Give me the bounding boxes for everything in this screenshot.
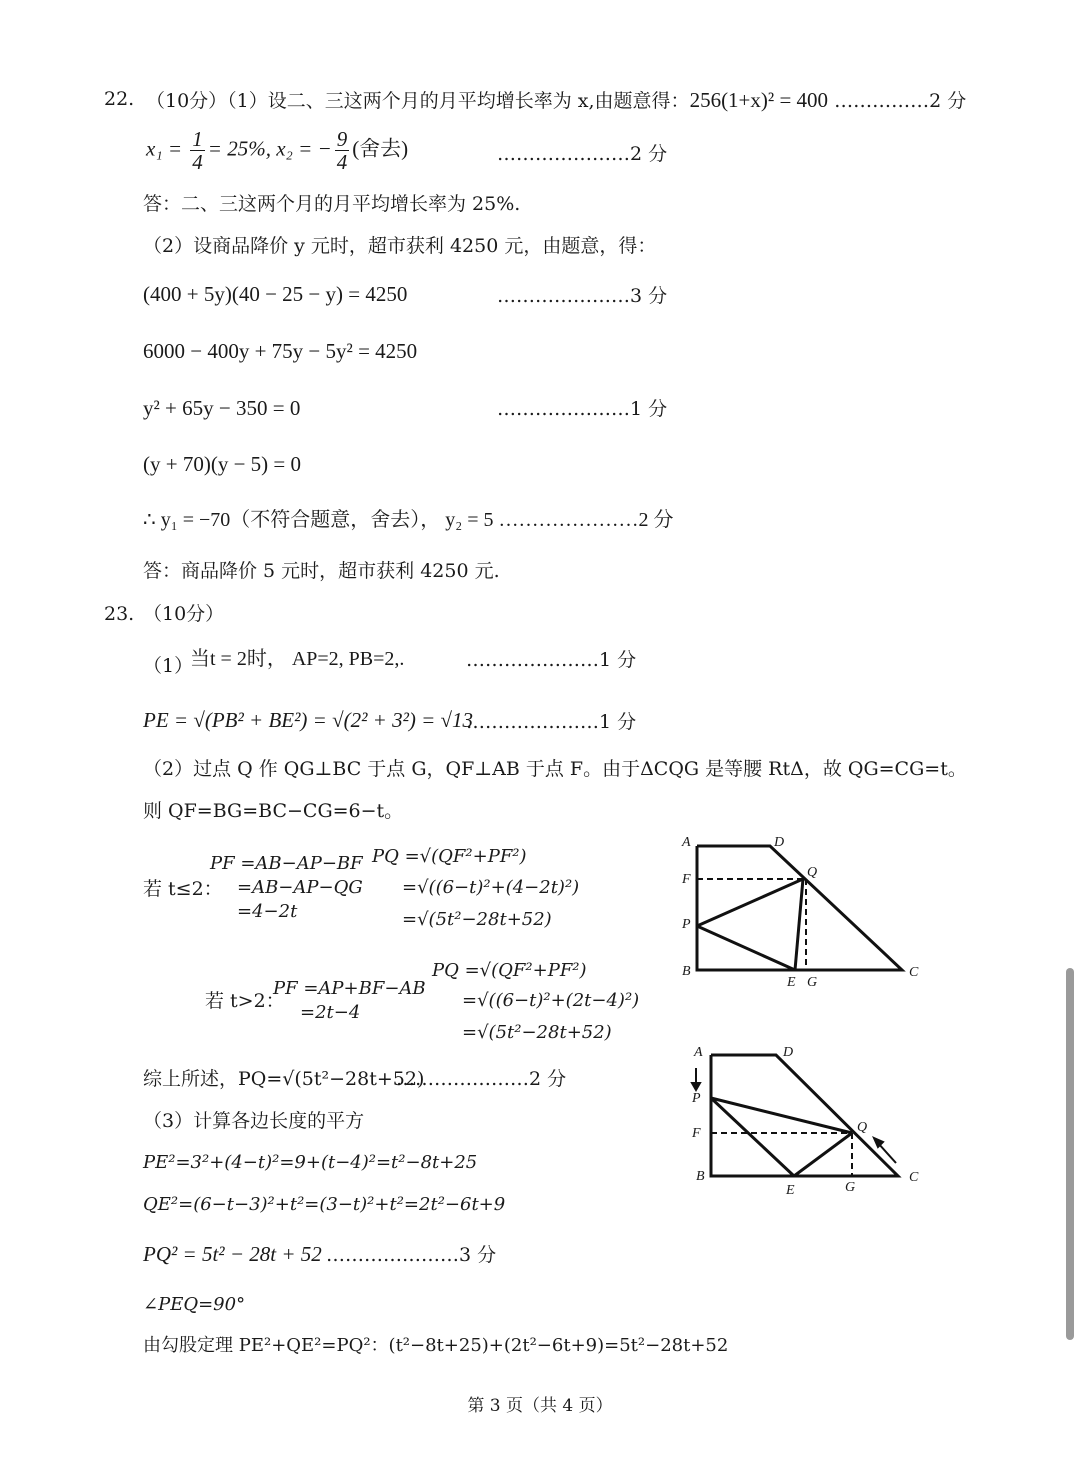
q22-eq1: (400 + 5y)(40 − 25 − y) = 4250 (143, 282, 408, 306)
q22-eq2: 6000 − 400y + 75y − 5y² = 4250 (143, 339, 418, 363)
q22-x2-suffix: (舍去) (352, 136, 409, 161)
q22-eq1-score: …………………3 分 (497, 285, 668, 307)
q23-pythag: 由勾股定理 PE²+QE²=PQ²：(t²−8t+25)+(2t²−6t+9)=5t²−28t+52 (143, 1335, 729, 1356)
fig1-label-a: A (682, 835, 691, 850)
q23-case1-pq-3: =√(5t²−28t+52) (402, 909, 552, 930)
fig2-label-q: Q (857, 1120, 868, 1135)
fig2-label-e: E (786, 1183, 795, 1198)
q22-part2-intro: （2）设商品降价 y 元时，超市获利 4250 元，由题意，得： (143, 235, 657, 257)
q23-header: （10分） (143, 603, 225, 625)
q23-case1-pf-2: =AB−AP−QG (237, 877, 363, 898)
q22-number: 22. (104, 88, 135, 110)
fig1-label-f: F (682, 872, 691, 887)
q23-case1-pf-3: =4−2t (237, 901, 298, 922)
q23-p2-then: 则 QF=BG=BC−CG=6−t。 (143, 800, 404, 822)
figure-2 (675, 1038, 935, 1208)
q23-case2-pq-1: PQ =√(QF²+PF²) (432, 960, 587, 981)
q23-case1-pq-2: =√((6−t)²+(4−2t)²) (402, 877, 580, 898)
q23-p2-text: （2）过点 Q 作 QG⊥BC 于点 G，QF⊥AB 于点 F。由于ΔCQG 是等腰 RtΔ，故 QG=CG=t。 (143, 758, 967, 780)
q23-pe-eq: PE = √(PB² + BE²) = √(2² + 3²) = √13 (143, 708, 474, 732)
q23-case2-pf-2: =2t−4 (300, 1002, 361, 1023)
fig1-label-p: P (682, 917, 691, 932)
q22-eq3: y² + 65y − 350 = 0 (143, 396, 301, 420)
q23-case2-pq-3: =√(5t²−28t+52) (462, 1022, 612, 1043)
q23-case2-pq-2: =√((6−t)²+(2t−4)²) (462, 990, 640, 1011)
fig2-pq (711, 1098, 852, 1133)
q23-p3-intro: （3）计算各边长度的平方 (143, 1110, 365, 1132)
fig1-qe (795, 879, 803, 970)
q23-case1-pq-1: PQ =√(QF²+PF²) (372, 846, 527, 867)
q23-pe2: PE²=3²+(4−t)²=9+(t−4)²=t²−8t+25 (143, 1152, 478, 1173)
q23-case1-pf-1: PF =AB−AP−BF (210, 853, 363, 874)
q22-roots (146, 128, 408, 173)
fig2-label-f: F (692, 1126, 701, 1141)
q22-line2-score: …………………2 分 (497, 143, 668, 165)
fig1-label-b: B (682, 964, 691, 979)
q22-x1-prefix: x₁ = (146, 136, 183, 161)
fig1-label-d: D (774, 835, 785, 850)
q22-line1-text: （10分）（1）设二、三这两个月的月平均增长率为 x,由题意得： (146, 90, 690, 112)
q22-x1-fraction: $\frac{1}{4}$ (192, 127, 203, 175)
q23-pq2-score: …………………3 分 (326, 1244, 497, 1266)
fig1-label-e: E (787, 975, 796, 990)
fig2-label-p: P (692, 1091, 701, 1106)
fig2-label-b: B (696, 1169, 705, 1184)
q22-x2-fraction: $\frac{9}{4}$ (336, 127, 348, 175)
q22-eq3-score: …………………1 分 (497, 398, 668, 420)
q23-case2-pf-1: PF =AP+BF−AB (273, 978, 426, 999)
q22-answer1: 答：二、三这两个月的月平均增长率为 25%. (143, 193, 521, 215)
fig1-label-g: G (807, 975, 818, 990)
q23-p1-label: （1） (143, 655, 194, 677)
q22-line1-score: ……………2 分 (834, 90, 967, 112)
q23-pq2: PQ² = 5t² − 28t + 52 (143, 1242, 322, 1266)
q23-case1-label: 若 t≤2： (143, 878, 223, 900)
q23-p1-text: 当t = 2时， AP=2, PB=2,. (190, 648, 405, 670)
fig2-arrowhead-down (692, 1083, 700, 1090)
fig2-label-a: A (694, 1045, 703, 1060)
q22-x1-mid: = 25%, x₂ = − (207, 136, 332, 161)
fig2-label-d: D (783, 1045, 794, 1060)
q23-summary: 综上所述，PQ=√(5t²−28t+52) (143, 1068, 425, 1090)
q23-p1-score: …………………1 分 (466, 649, 637, 671)
q23-pe-score: …………………1 分 (466, 711, 637, 733)
q23-angle: ∠PEQ=90° (143, 1294, 246, 1315)
fig1-label-c: C (909, 965, 919, 980)
q23-number: 23. (104, 603, 135, 625)
fig1-label-q: Q (807, 865, 818, 880)
page-footer: 第 3 页（共 4 页） (467, 1396, 613, 1416)
fig2-qe (794, 1133, 852, 1176)
q22-line1 (146, 88, 966, 113)
q23-summary-score: …………………2 分 (396, 1068, 567, 1090)
q22-answer2: 答：商品降价 5 元时，超市获利 4250 元. (143, 560, 500, 582)
fig2-outline (711, 1055, 898, 1176)
q22-eq4: (y + 70)(y − 5) = 0 (143, 452, 302, 476)
fig2-label-c: C (909, 1170, 919, 1185)
fig1-pq (697, 879, 803, 926)
vertical-scrollbar[interactable] (1066, 968, 1074, 1340)
figure-1 (675, 830, 935, 1000)
q23-case2-label: 若 t>2： (205, 990, 285, 1012)
q22-line1-eq: 256(1+x)² = 400 (689, 88, 829, 112)
fig2-label-g: G (845, 1180, 856, 1195)
q22-eq5: ∴ y₁ = −70（不符合题意，舍去）， y₂ = 5 …………………2 分 (143, 509, 674, 531)
fig1-pe (697, 926, 795, 970)
q23-qe2: QE²=(6−t−3)²+t²=(3−t)²+t²=2t²−6t+9 (143, 1194, 506, 1215)
